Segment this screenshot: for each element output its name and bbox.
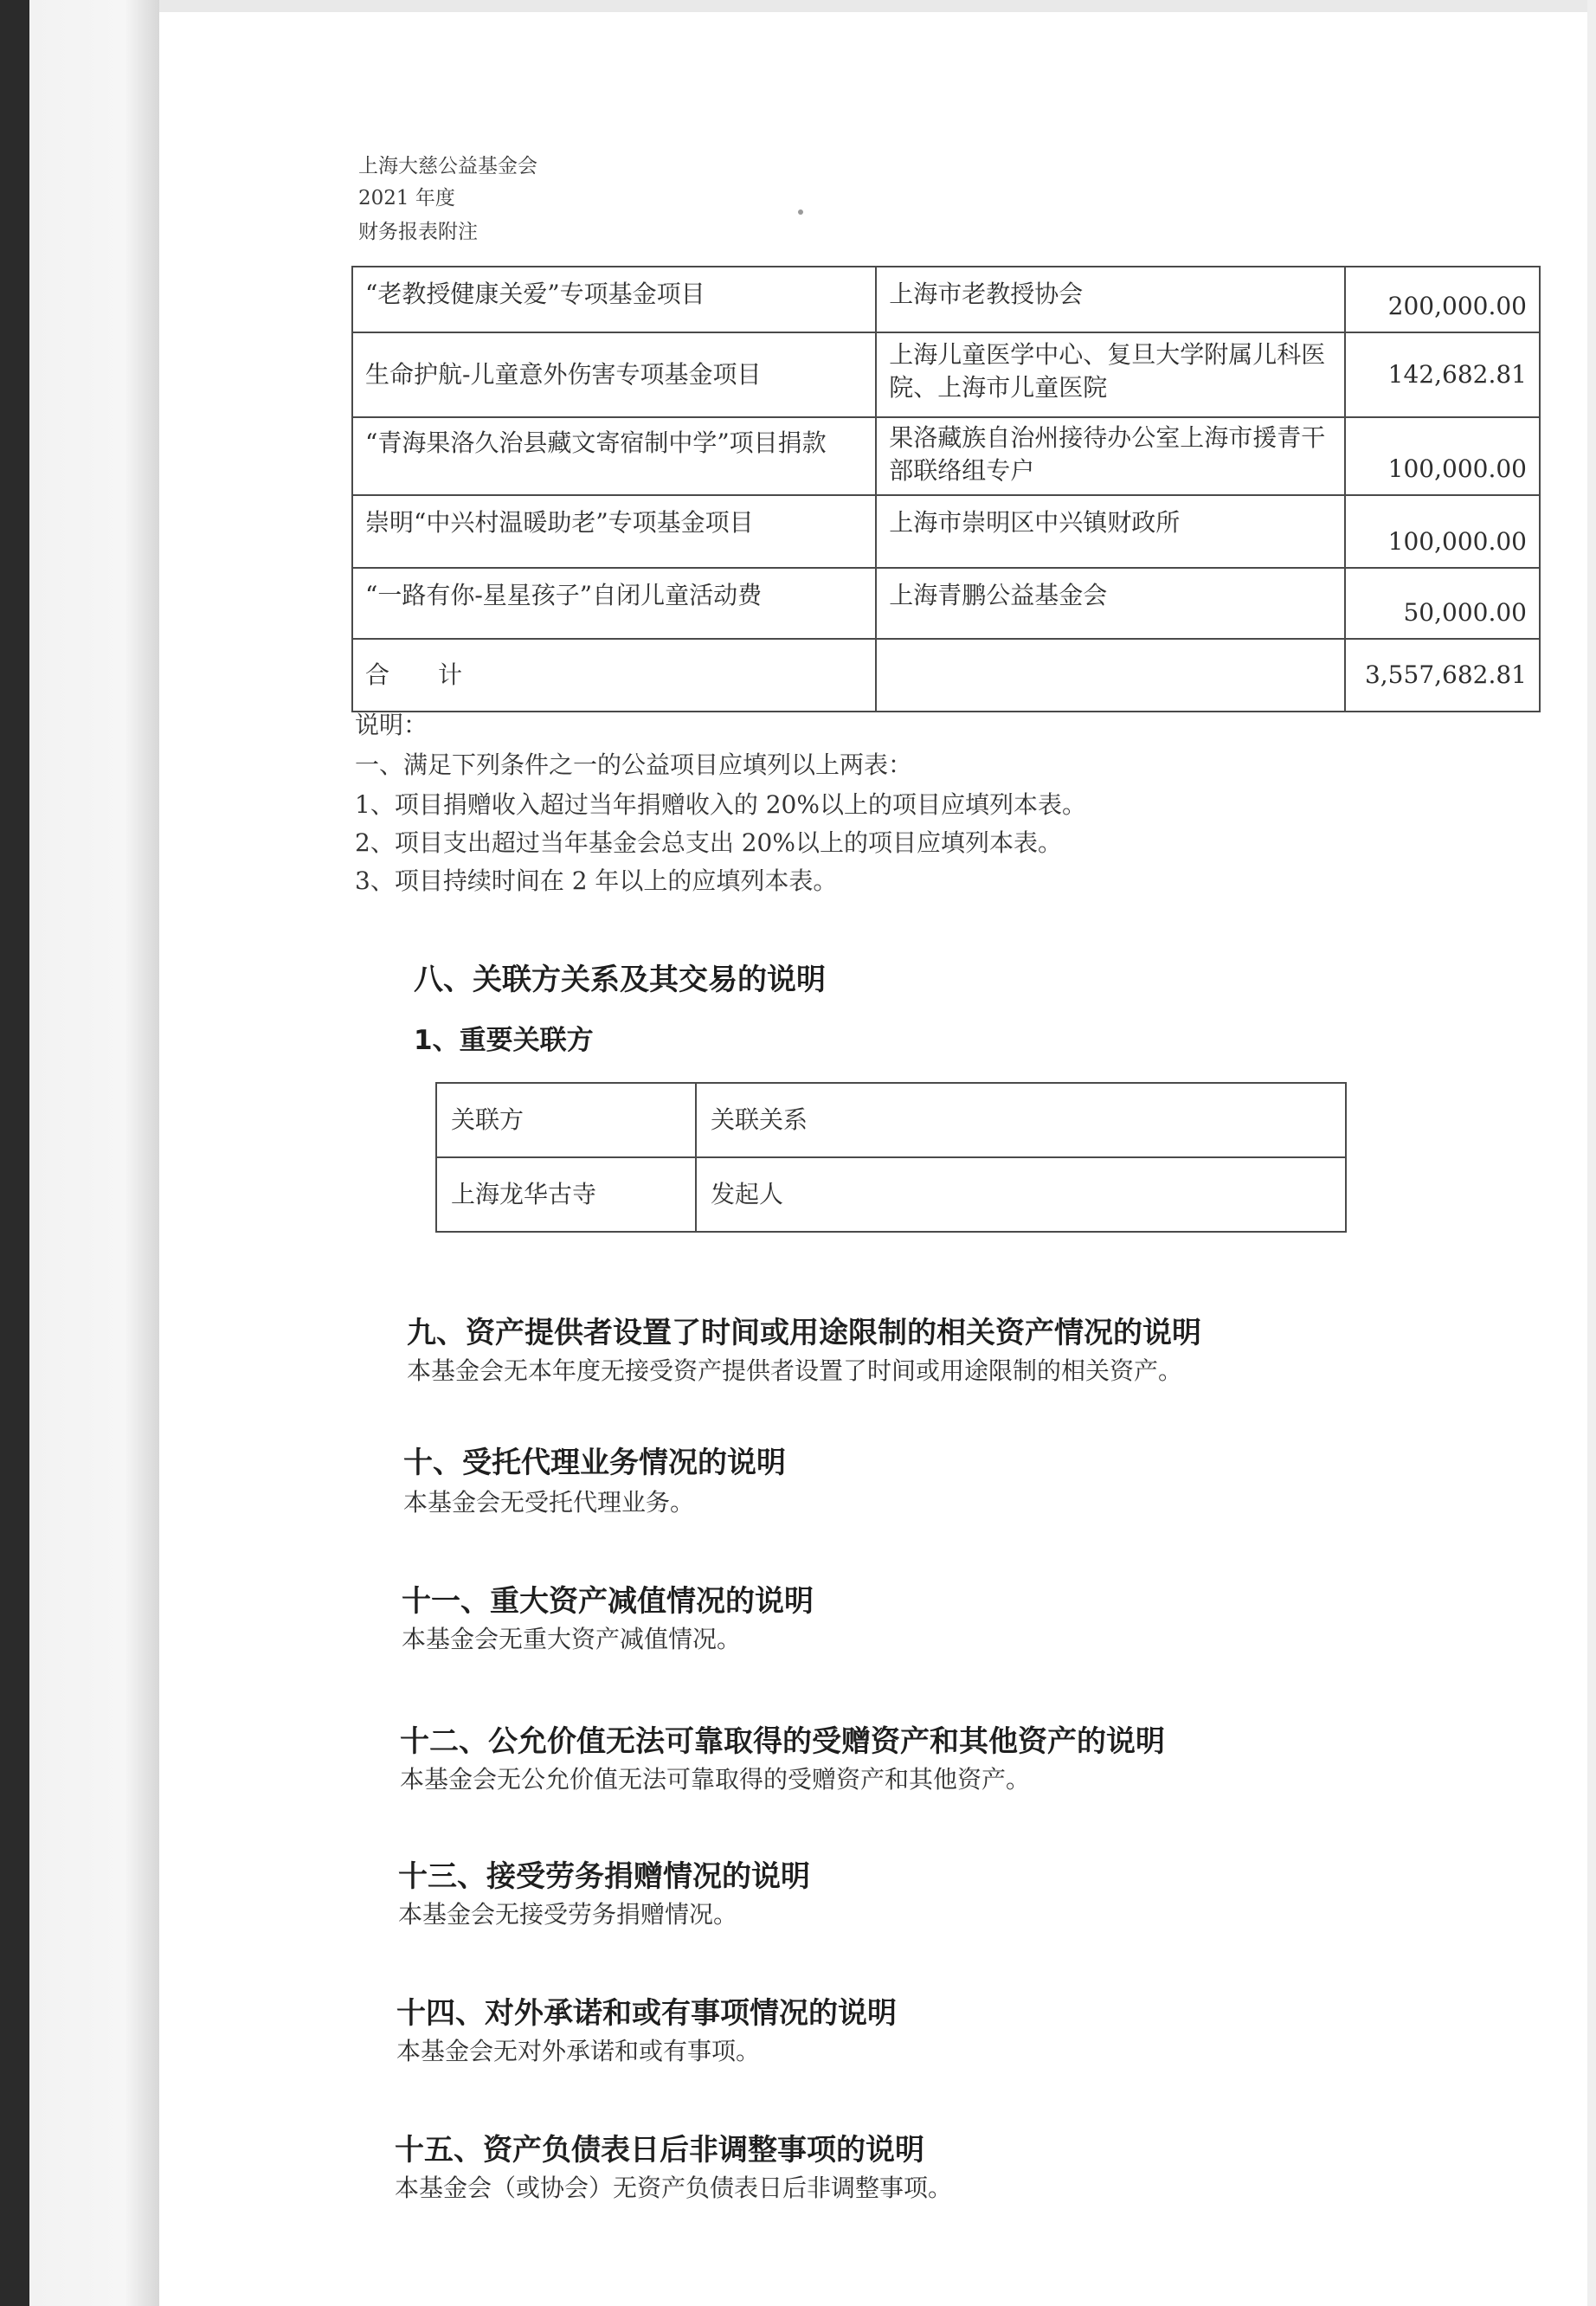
- section-11-body: 本基金会无重大资产减值情况。: [402, 1625, 742, 1653]
- amount: 50,000.00: [1345, 568, 1540, 639]
- scan-margin-left: [29, 0, 159, 2306]
- section-8-title: 八、关联方关系及其交易的说明: [414, 963, 826, 997]
- amount: 142,682.81: [1345, 332, 1540, 417]
- header-org: 上海大慈公益基金会: [358, 155, 537, 177]
- table-row: [436, 1157, 1346, 1232]
- table-row: [352, 417, 1540, 495]
- column-header: 关联关系: [696, 1083, 1346, 1157]
- notes-line: 3、项目持续时间在 2 年以上的应填列本表。: [355, 866, 838, 895]
- section-13-title: 十三、接受劳务捐赠情况的说明: [398, 1859, 810, 1894]
- section-10-title: 十、受托代理业务情况的说明: [403, 1446, 786, 1480]
- recipient-name: 上海青鹏公益基金会: [876, 568, 1345, 639]
- section-10-body: 本基金会无受托代理业务。: [403, 1488, 695, 1517]
- section-12-body: 本基金会无公允价值无法可靠取得的受赠资产和其他资产。: [400, 1765, 1031, 1794]
- section-8-subtitle: 1、重要关联方: [414, 1025, 594, 1056]
- section-13-body: 本基金会无接受劳务捐赠情况。: [398, 1900, 738, 1929]
- total-amount: 3,557,682.81: [1345, 639, 1540, 712]
- table-row: [352, 332, 1540, 417]
- notes-line: 2、项目支出超过当年基金会总支出 20%以上的项目应填列本表。: [355, 828, 1062, 857]
- table-total-row: [352, 639, 1540, 712]
- section-14-title: 十四、对外承诺和或有事项情况的说明: [396, 1996, 897, 2031]
- project-name: “一路有你-星星孩子”自闭儿童活动费: [352, 568, 876, 639]
- project-name: 生命护航-儿童意外伤害专项基金项目: [352, 332, 876, 417]
- section-15-body: 本基金会（或协会）无资产负债表日后非调整事项。: [395, 2174, 953, 2202]
- table-row: [352, 568, 1540, 639]
- related-party-name: 上海龙华古寺: [436, 1157, 696, 1232]
- column-header: 关联方: [436, 1083, 696, 1157]
- scan-shadow-left: [0, 0, 29, 2306]
- header-year: 2021 年度: [358, 187, 455, 209]
- section-9-title: 九、资产提供者设置了时间或用途限制的相关资产情况的说明: [407, 1316, 1201, 1350]
- notes-line: 一、满足下列条件之一的公益项目应填列以上两表：: [355, 750, 913, 779]
- amount: 100,000.00: [1345, 495, 1540, 568]
- project-name: “老教授健康关爱”专项基金项目: [352, 267, 876, 332]
- section-9-body: 本基金会无本年度无接受资产提供者设置了时间或用途限制的相关资产。: [407, 1356, 1183, 1385]
- notes-line: 1、项目捐赠收入超过当年捐赠收入的 20%以上的项目应填列本表。: [355, 790, 1086, 819]
- recipient-name: 上海儿童医学中心、复旦大学附属儿科医院、上海市儿童医院: [876, 332, 1345, 417]
- section-15-title: 十五、资产负债表日后非调整事项的说明: [395, 2133, 924, 2168]
- project-name: “青海果洛久治县藏文寄宿制中学”项目捐款: [352, 417, 876, 495]
- project-expenditure-table: [351, 266, 1541, 712]
- project-name: 崇明“中兴村温暖助老”专项基金项目: [352, 495, 876, 568]
- scan-speck: [798, 209, 803, 215]
- recipient-name: 果洛藏族自治州接待办公室上海市援青干部联络组专户: [876, 417, 1345, 495]
- notes-title: 说明：: [355, 711, 428, 739]
- total-recipient: [876, 639, 1345, 712]
- table-row: [352, 495, 1540, 568]
- recipient-name: 上海市老教授协会: [876, 267, 1345, 332]
- section-14-body: 本基金会无对外承诺和或有事项。: [396, 2037, 761, 2065]
- recipient-name: 上海市崇明区中兴镇财政所: [876, 495, 1345, 568]
- section-11-title: 十一、重大资产减值情况的说明: [402, 1584, 814, 1619]
- scan-margin-right: [1587, 0, 1596, 2306]
- amount: 100,000.00: [1345, 417, 1540, 495]
- table-header-row: [436, 1083, 1346, 1157]
- amount: 200,000.00: [1345, 267, 1540, 332]
- scan-margin-top: [159, 0, 1596, 12]
- relationship: 发起人: [696, 1157, 1346, 1232]
- section-12-title: 十二、公允价值无法可靠取得的受赠资产和其他资产的说明: [400, 1724, 1165, 1759]
- related-party-table: [435, 1082, 1347, 1233]
- table-row: [352, 267, 1540, 332]
- header-doc: 财务报表附注: [358, 221, 478, 243]
- total-label: 合 计: [352, 639, 876, 712]
